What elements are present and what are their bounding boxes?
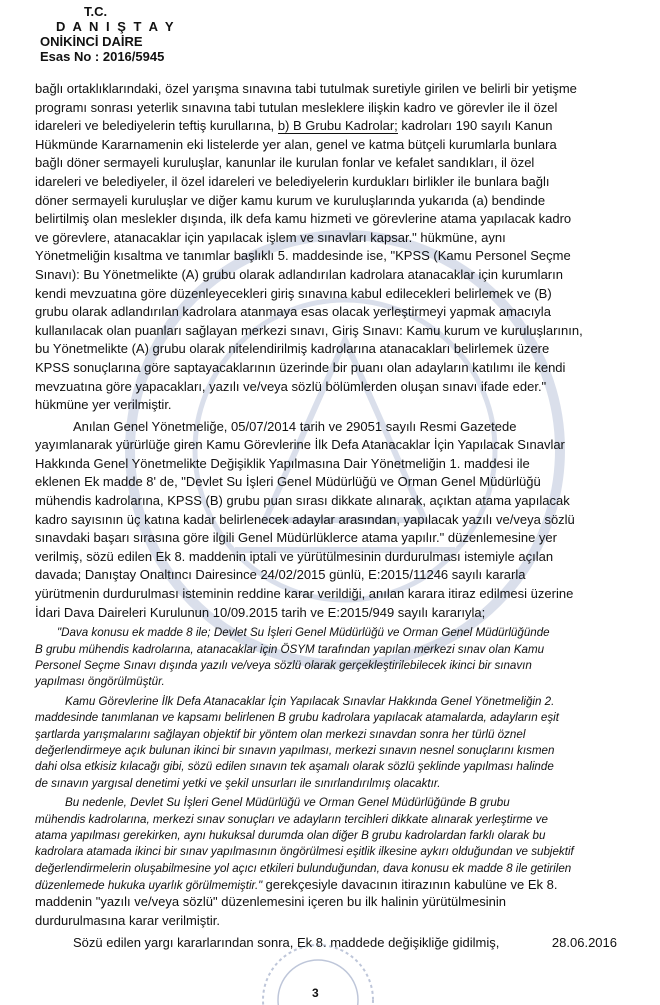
quoted-line: değerlendirmelerin oluşabilmesine yol açıcı etkileri bulunduğundan, dava konusu ek madde 8 ile getirilen [35,861,572,875]
text-segment: kadroları 190 sayılı Kanun [401,118,553,134]
text-line: mühendis kadrolarına, KPSS (B) grubu puan sırası dikkate alınarak, açıktan atama yapılacak [35,493,570,509]
text-line: bu Yönetmelikte (A) grubu olarak nitelendirilmiş kadrolarına atanacakları belirlemek üzere [35,341,550,357]
text-line: kullanılacak olan puanları sağlayan merkezi sınavı, Giriş Sınavı: Kamu kurum ve kuruluşlarının, [35,322,583,338]
underlined-heading: b) B Grubu Kadrolar; [277,118,398,134]
text-line: idareleri ve belediyeler, il özel idareleri ve belediyelerin kurdukları birlikler ile bunlara bağlı [35,173,550,189]
text-line: yayımlanarak yürürlüğe giren Kamu Görevlerine İlk Defa Atanacaklar İçin Yapılacak Sınavlar [35,437,565,453]
text-line: kadro sayısının üç katına kadar belirlenecek adaylar arasından, yapılacak yazılı ve/veya sözlü [35,511,575,527]
header-case-number: Esas No : 2016/5945 [40,49,165,64]
quoted-line: değerlendirmeye açık bulunan ikinci bir sınavın yapılması, merkezi sınavın nesnel sonuçlarını kısmen [35,743,555,757]
quoted-line: Bu nedenle, Devlet Su İşleri Genel Müdürlüğü ve Orman Genel Müdürlüğünde B grubu [65,796,510,810]
text-line: Hükmünde Kararnamenin eki listelerde yer alan, genel ve katma bütçeli kurumlarla bunlara [35,136,557,152]
text-line: bağlı döner sermayeli kuruluşlar, kanunlar ile kurulan fonlar ve kefalet sandıkları, il özel [35,155,535,171]
final-text: Sözü edilen yargı kararlarından sonra, Ek 8. maddede değişikliğe gidilmiş, [73,934,500,950]
text-line: durdurulmasına karar verilmiştir. [35,913,220,929]
text-line: sınavdaki başarı sırasına göre ilgili Genel Müdürlüklerce atama yapılır." düzenlemesine yer [35,530,557,546]
quoted-segment: düzenlemede hukuka uyarlık görülmemiştir." [35,879,263,893]
quoted-line: de sınavın yargısal denetimi yetki ve şekil unsurları ile sınırlandırılmış olacaktır. [35,776,441,790]
text-line: ve görevlere, atanacaklar için yapılacak işlem ve sınavları kapsar." hükmüne, aynı [35,229,506,245]
document-body [35,80,617,952]
text-line: belirtilmiş olan meslekler dışında, ilk defa kamu hizmeti ve görevlerine atama yapılacak kadro [35,211,572,227]
quoted-line: B grubu mühendis kadrolarına, atanacaklar için ÖSYM tarafından yapılan merkezi sınav olan Kamu [35,642,545,656]
text-line: Sınavı): Bu Yönetmelikte (A) grubu olarak adlandırılan kadrolara atanacaklar için kurumların [35,266,563,282]
quoted-line: dahi olsa etkisiz kılacağı gibi, sözü edilen sınavın tek aşamalı olarak sözlü şeklinde yapılması halinde [35,760,554,774]
quoted-line: yapılması öngörülmüştür. [35,675,165,689]
text-line: grubu olarak adlandırılan kadrolara atanmaya esas olacak yerleştirmeyi yapmak amacıyla [35,304,551,320]
header-court: D A N I Ş T A Y [56,19,176,34]
quoted-line: Personel Seçme Sınavı dışında yazılı ve/veya sözlü olarak gerçekleştirilebilecek ikinci bir sınavın [35,659,532,672]
text-line: bağlı ortaklıklarındaki, özel yarışma sınavına tabi tutulmak suretiyle girilen ve belirli bir yetişme [35,81,577,96]
quoted-line: atama yapılması gerekirken, aynı hukuksal durumda olan diğer B grubu kadrolardan farklı olarak bu [35,828,546,842]
document-header [40,4,176,64]
text-line: Yönetmeliğin kısaltma ve tanımlar başlıklı 5. maddesinde ise, "KPSS (Kamu Personel Seçme [35,248,571,264]
header-chamber: ONİKİNCİ DAİRE [40,34,143,49]
quoted-line: kadrolara atamada ikinci bir sınav yapılmasının öngörülmesi eşitlik ilkesine aykırı olduğundan ve subjektif [35,845,574,859]
page-number: 3 [312,986,319,1000]
quoted-line: "Dava konusu ek madde 8 ile; Devlet Su İşleri Genel Müdürlüğü ve Orman Genel Müdürlüğünde [57,626,550,640]
text-line: hükmüne yer verilmiştir. [35,397,172,413]
text-line: maddenin "yazılı ve/veya sözlü" düzenlemesini içeren bu ilk halinin yürütülmesinin [35,894,506,910]
quoted-line: şartlarda yarışmalarını sağlayan objektif bir yöntem olan merkezi sınavdan sonra her türlü öznel [35,727,526,741]
header-country: T.C. [84,4,108,19]
text-line: programı sonrası yeterlik sınavına tabi tutulan mesleklere ilişkin kadro ve görevler ile il özel [35,99,558,115]
text-line: yürütmenin durdurulması isteminin reddine karar verildiği, anılan karara itiraz edilmesi üzerine [35,586,574,602]
text-segment: idareleri ve belediyelerin teftiş kurullarına, [35,118,275,134]
text-line: kendi mevzuatına göre düzenleyecekleri giriş sınavına kabul edilecekleri belirlemek ve (B) [35,285,552,301]
text-line: verilmiş, sözü edilen Ek 8. maddenin iptali ve yürütülmesinin durdurulması istemiyle açılan [35,548,554,564]
quoted-line: maddesinde tanımlanan ve kapsamı belirlenen B grubu kadrolara yapılacak atamalarda, adayların eşit [35,711,559,725]
text-line: İdari Dava Daireleri Kurulunun 10/09.2015 tarih ve E:2015/949 sayılı kararıyla; [35,604,486,620]
quoted-line: Kamu Görevlerine İlk Defa Atanacaklar İçin Yapılacak Sınavlar Hakkında Genel Yönetmeliğin 2. [65,694,555,708]
quoted-line [35,877,617,893]
quoted-line: mühendis kadrolarına, merkezi sınav sonuçları ve adayların tercihleri dikkate alınarak yerleştirme ve [35,812,548,826]
text-segment: gerekçesiyle davacının itirazının kabulüne ve Ek 8. [265,877,558,893]
text-line [35,117,617,136]
text-line: davada; Danıştay Onaltıncı Dairesince 24/02/2015 günlü, E:2015/11246 sayılı kararla [35,567,526,583]
text-line: Anılan Genel Yönetmeliğe, 05/07/2014 tarih ve 29051 sayılı Resmi Gazetede [73,418,517,434]
text-line: KPSS sonuçlarına göre saptayacaklarının üzerinde bir puanı olan adayların katılımı ile kendi [35,359,566,375]
document-date: 28.06.2016 [551,934,617,950]
text-line: Hakkında Genel Yönetmelikte Değişiklik Yapılmasına Dair Yönetmeliğin 1. maddesi ile [35,455,530,471]
text-line: eklenen Ek madde 8' de, "Devlet Su İşleri Genel Müdürlüğü ve Orman Genel Müdürlüğü [35,474,541,490]
text-line: mevzuatına göre yapacakları, yazılı ve/veya sözlü bölümlerden oluşan sınavı ifade eder." [35,378,547,394]
text-line: döner sermayeli kuruluşlar ve diğer kamu kurum ve kuruluşlarında yukarıda (a) bendinde [35,192,546,208]
